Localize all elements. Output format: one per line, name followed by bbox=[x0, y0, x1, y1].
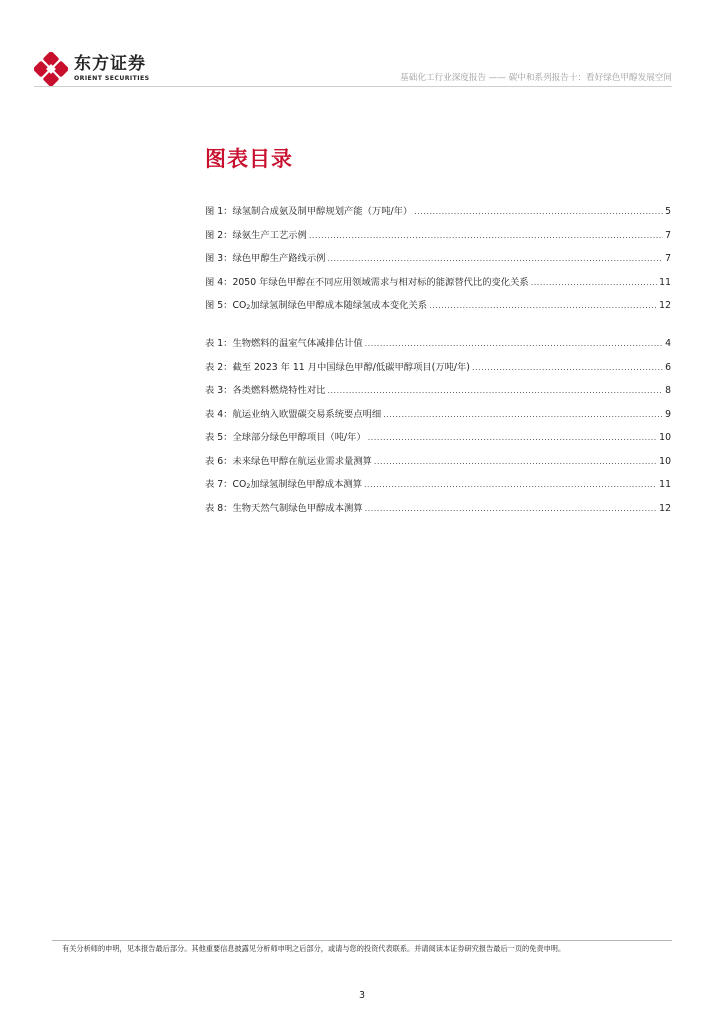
orient-securities-logo-icon bbox=[34, 52, 68, 86]
toc-table-3[interactable] bbox=[205, 382, 671, 406]
toc-page-number: 10 bbox=[659, 455, 671, 467]
toc-entry-label: 表 2：截至 2023 年 11 月中国绿色甲醇/低碳甲醇项目(万吨/年) bbox=[205, 361, 470, 373]
toc-entry-label: 表 3：各类燃料燃烧特性对比 bbox=[205, 385, 326, 396]
toc-page-number: 12 bbox=[659, 300, 671, 311]
toc-dot-leader bbox=[368, 434, 657, 442]
toc-entry-label: 表 8：生物天然气制绿色甲醇成本测算 bbox=[205, 502, 363, 514]
toc-entry-label: 表 4：航运业纳入欧盟碳交易系统要点明细 bbox=[205, 408, 382, 420]
toc-entry-label: 图 4：2050 年绿色甲醇在不同应用领域需求与相对标的能源替代比的变化关系 bbox=[205, 276, 529, 288]
subscript-2: 2 bbox=[246, 482, 251, 490]
toc-page-number: 12 bbox=[659, 502, 671, 514]
toc-label-prefix: 图 5：CO bbox=[205, 300, 247, 311]
toc-dot-leader bbox=[327, 255, 663, 263]
section-title: 图表目录 bbox=[205, 147, 293, 171]
logo-chinese-name: 东方证券 bbox=[74, 54, 146, 74]
toc-page-number: 7 bbox=[665, 229, 671, 241]
toc-figure-3[interactable] bbox=[205, 250, 671, 274]
toc-entry-label bbox=[205, 297, 427, 311]
toc-entry-label: 表 6：未来绿色甲醇在航运业需求量测算 bbox=[205, 455, 372, 467]
toc-figure-2[interactable] bbox=[205, 227, 671, 251]
header-divider bbox=[34, 86, 672, 87]
toc-entry-label: 表 5：全球部分绿色甲醇项目（吨/年） bbox=[205, 432, 366, 443]
company-logo bbox=[34, 52, 149, 86]
toc-dot-leader bbox=[472, 364, 663, 372]
toc-table-6[interactable] bbox=[205, 453, 671, 477]
table-toc-list bbox=[205, 335, 671, 523]
toc-table-8[interactable] bbox=[205, 500, 671, 524]
subscript-2: 2 bbox=[246, 303, 251, 311]
toc-dot-leader bbox=[414, 208, 663, 216]
toc-dot-leader bbox=[383, 411, 663, 419]
toc-entry-label: 图 2：绿氨生产工艺示例 bbox=[205, 229, 307, 241]
footer-disclaimer: 有关分析师的申明，见本报告最后部分。其他重要信息披露见分析师申明之后部分，或请与您的投资代表联系。并请阅读本证券研究报告最后一页的免责申明。 bbox=[62, 944, 566, 953]
toc-entry-label: 图 1：绿氢制合成氨及制甲醇规划产能（万吨/年） bbox=[205, 206, 413, 217]
toc-dot-leader bbox=[364, 481, 657, 489]
figure-toc-list bbox=[205, 203, 671, 321]
toc-label-suffix: 加绿氢制绿色甲醇成本测算 bbox=[250, 479, 362, 490]
toc-dot-leader bbox=[327, 387, 663, 395]
toc-entry-label: 图 3：绿色甲醇生产路线示例 bbox=[205, 253, 326, 264]
toc-table-1[interactable] bbox=[205, 335, 671, 359]
toc-table-7[interactable] bbox=[205, 476, 671, 500]
toc-dot-leader bbox=[374, 458, 657, 466]
toc-figure-4[interactable] bbox=[205, 274, 671, 298]
toc-page-number: 8 bbox=[665, 385, 671, 396]
toc-page-number: 5 bbox=[665, 206, 671, 217]
toc-table-5[interactable] bbox=[205, 429, 671, 453]
footer-divider bbox=[52, 940, 672, 941]
toc-entry-label: 表 1：生物燃料的温室气体减排估计值 bbox=[205, 338, 363, 349]
toc-table-2[interactable] bbox=[205, 359, 671, 383]
toc-dot-leader bbox=[531, 279, 657, 287]
toc-page-number: 6 bbox=[665, 361, 671, 373]
toc-dot-leader bbox=[365, 505, 658, 513]
toc-label-prefix: 表 7：CO bbox=[205, 479, 247, 490]
page-number: 3 bbox=[358, 990, 366, 1001]
toc-dot-leader bbox=[429, 302, 657, 310]
toc-page-number: 11 bbox=[659, 479, 671, 490]
toc-page-number: 11 bbox=[659, 276, 671, 288]
toc-entry-label bbox=[205, 476, 362, 490]
toc-figure-5[interactable] bbox=[205, 297, 671, 321]
toc-page-number: 10 bbox=[659, 432, 671, 443]
toc-page-number: 4 bbox=[665, 338, 671, 349]
toc-table-4[interactable] bbox=[205, 406, 671, 430]
toc-dot-leader bbox=[309, 232, 663, 240]
toc-label-suffix: 加绿氢制绿色甲醇成本随绿氢成本变化关系 bbox=[250, 300, 428, 311]
toc-page-number: 9 bbox=[665, 408, 671, 420]
report-header-title: 基础化工行业深度报告 —— 碳中和系列报告十：看好绿色甲醇发展空间 bbox=[400, 73, 672, 83]
logo-english-name: ORIENT SECURITIES bbox=[74, 75, 150, 82]
toc-figure-1[interactable] bbox=[205, 203, 671, 227]
toc-page-number: 7 bbox=[665, 253, 671, 264]
toc-dot-leader bbox=[365, 340, 663, 348]
